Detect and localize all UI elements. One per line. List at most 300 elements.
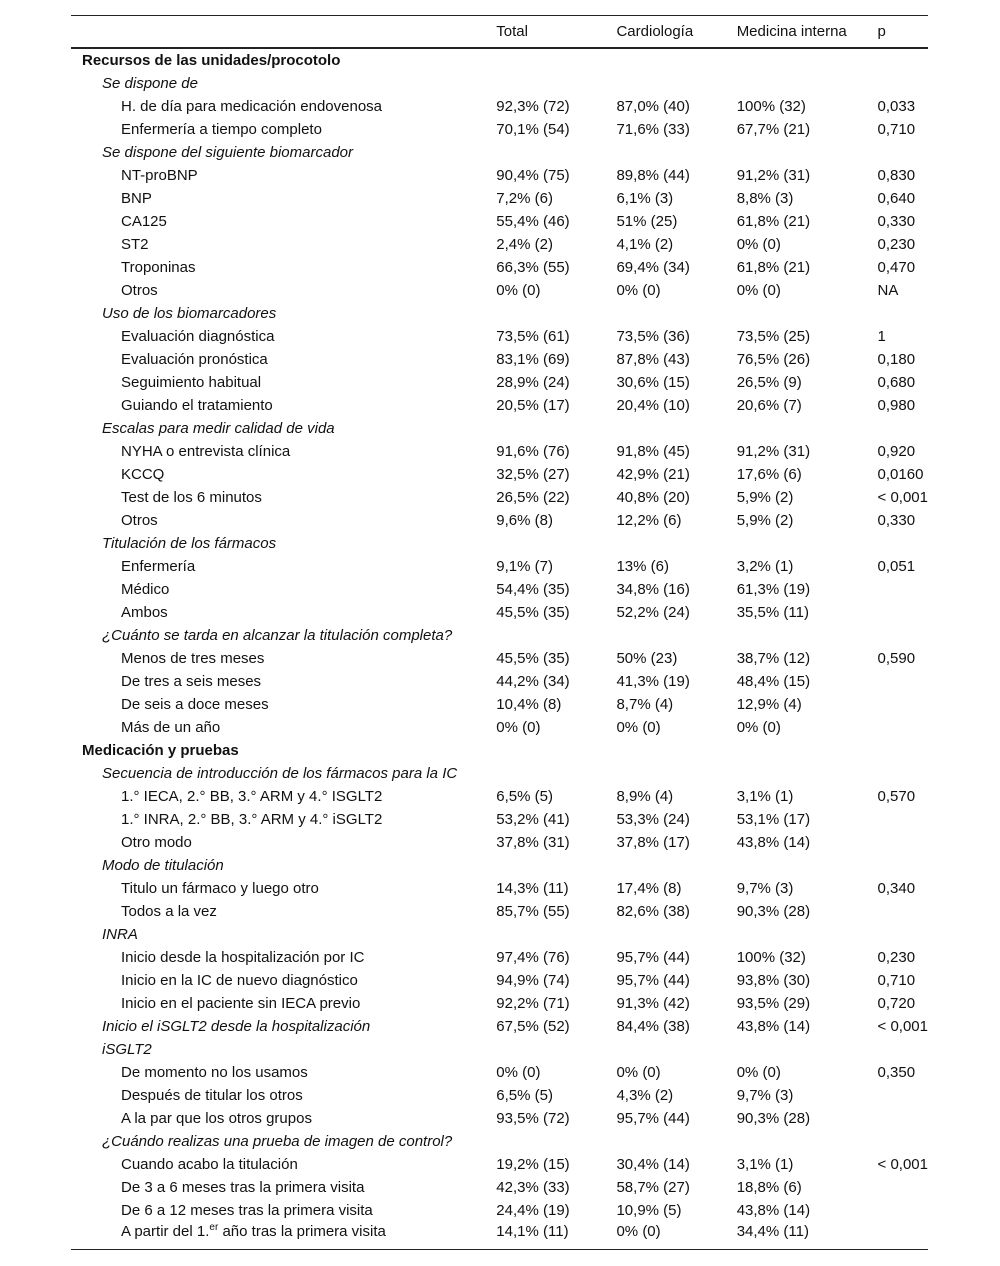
row-label <box>71 831 496 854</box>
cell-medicina-interna: 93,5% (29) <box>736 995 811 1012</box>
cell-medicina-interna: 3,1% (1) <box>736 788 794 805</box>
cell-p: 0,0160 <box>877 466 924 483</box>
subsection-row <box>71 923 928 946</box>
table-row <box>71 279 928 302</box>
cell-total: 24,4% (19) <box>496 1202 570 1219</box>
subsection-row <box>71 624 928 647</box>
cell-p: 1 <box>877 328 886 345</box>
cell-cardiologia: 8,9% (4) <box>616 788 674 805</box>
table-row <box>71 1107 928 1130</box>
cell-p <box>878 1130 928 1153</box>
row-label-text: ¿Cuánto se tarda en alcanzar la titulación completa? <box>102 627 453 644</box>
table-row <box>71 486 928 509</box>
cell-p <box>878 532 928 555</box>
table-row <box>71 256 928 279</box>
row-label <box>71 578 496 601</box>
cell-total <box>496 624 616 647</box>
cell-medicina-interna <box>737 302 878 325</box>
cell-total: 20,5% (17) <box>496 397 570 414</box>
header-medicina-interna: Medicina interna <box>736 23 847 40</box>
row-label <box>71 555 496 578</box>
row-label <box>71 348 496 371</box>
cell-p: 0,720 <box>877 995 916 1012</box>
cell-cardiologia <box>616 624 736 647</box>
cell-medicina-interna: 3,1% (1) <box>736 1156 794 1173</box>
cell-medicina-interna <box>737 762 878 785</box>
cell-cardiologia: 71,6% (33) <box>616 121 690 138</box>
row-label-text: H. de día para medicación endovenosa <box>121 98 383 115</box>
cell-medicina-interna: 61,3% (19) <box>736 581 811 598</box>
row-label <box>71 647 496 670</box>
cell-p <box>878 693 928 716</box>
cell-cardiologia: 0% (0) <box>616 282 661 299</box>
cell-cardiologia: 8,7% (4) <box>616 696 674 713</box>
table-row <box>71 555 928 578</box>
row-label <box>71 95 496 118</box>
cell-total: 73,5% (61) <box>496 328 570 345</box>
cell-cardiologia <box>616 739 736 762</box>
cell-cardiologia <box>616 302 736 325</box>
cell-total <box>496 141 616 164</box>
row-label-text: Guiando el tratamiento <box>121 397 273 414</box>
cell-total: 6,5% (5) <box>496 1087 553 1104</box>
row-label-text: A la par que los otros grupos <box>121 1110 312 1127</box>
row-label <box>71 969 496 992</box>
cell-medicina-interna: 90,3% (28) <box>736 1110 811 1127</box>
row-label-text: Titulación de los fármacos <box>102 535 277 552</box>
table-row <box>71 946 928 969</box>
row-label-text: Se dispone de <box>102 75 198 92</box>
cell-total: 91,6% (76) <box>496 443 570 460</box>
cell-total <box>496 302 616 325</box>
row-label <box>71 509 496 532</box>
row-label <box>71 670 496 693</box>
row-label <box>71 946 496 969</box>
cell-p <box>878 854 928 877</box>
cell-cardiologia <box>616 762 736 785</box>
cell-total: 45,5% (35) <box>496 650 570 667</box>
cell-medicina-interna: 73,5% (25) <box>736 328 811 345</box>
cell-cardiologia: 91,3% (42) <box>616 995 690 1012</box>
cell-total: 37,8% (31) <box>496 834 570 851</box>
cell-total: 14,1% (11) <box>496 1222 616 1250</box>
cell-p: 0,980 <box>877 397 916 414</box>
cell-cardiologia <box>616 417 736 440</box>
row-label-text: CA125 <box>121 213 167 230</box>
cell-medicina-interna: 0% (0) <box>736 236 781 253</box>
row-label-text: NYHA o entrevista clínica <box>121 443 291 460</box>
cell-p <box>878 1107 928 1130</box>
table-row <box>71 325 928 348</box>
cell-p <box>878 900 928 923</box>
cell-cardiologia: 10,9% (5) <box>616 1202 682 1219</box>
row-label <box>71 739 496 762</box>
cell-medicina-interna <box>737 141 878 164</box>
cell-medicina-interna <box>737 739 878 762</box>
cell-cardiologia: 6,1% (3) <box>616 190 674 207</box>
cell-cardiologia: 37,8% (17) <box>616 834 690 851</box>
cell-total: 6,5% (5) <box>496 788 553 805</box>
cell-p: 0,570 <box>877 788 916 805</box>
header-cardiologia: Cardiología <box>616 23 694 40</box>
cell-p: 0,180 <box>877 351 916 368</box>
cell-p <box>878 1176 928 1199</box>
row-label <box>71 72 496 95</box>
header-p: p <box>877 23 886 40</box>
cell-p: 0,330 <box>877 213 916 230</box>
cell-p: 0,330 <box>877 512 916 529</box>
table-header-row <box>71 16 928 49</box>
row-label-text: A partir del 1. <box>121 1223 210 1240</box>
cell-cardiologia: 41,3% (19) <box>616 673 690 690</box>
cell-medicina-interna: 5,9% (2) <box>736 489 794 506</box>
cell-cardiologia <box>616 1038 736 1061</box>
row-label-text: Inicio el iSGLT2 desde la hospitalización <box>102 1018 371 1035</box>
cell-cardiologia: 12,2% (6) <box>616 512 682 529</box>
cell-medicina-interna: 35,5% (11) <box>736 604 809 621</box>
table-row <box>71 785 928 808</box>
cell-total: 28,9% (24) <box>496 374 570 391</box>
cell-total: 0% (0) <box>496 282 541 299</box>
cell-total: 66,3% (55) <box>496 259 570 276</box>
cell-total: 7,2% (6) <box>496 190 553 207</box>
row-label-text: De 6 a 12 meses tras la primera visita <box>121 1202 373 1219</box>
row-label <box>71 463 496 486</box>
subsection-row <box>71 1130 928 1153</box>
row-label <box>71 900 496 923</box>
row-label <box>71 1222 496 1250</box>
row-label-text: Se dispone del siguiente biomarcador <box>102 144 353 161</box>
section-row <box>71 48 928 72</box>
row-label-text: Medicación y pruebas <box>82 742 239 759</box>
row-label-text: Después de titular los otros <box>121 1087 303 1104</box>
cell-medicina-interna <box>737 48 878 72</box>
cell-total <box>496 923 616 946</box>
results-table <box>71 15 928 1250</box>
cell-cardiologia: 50% (23) <box>616 650 678 667</box>
row-label-text: Evaluación pronóstica <box>121 351 268 368</box>
table-row <box>71 187 928 210</box>
row-label-text: Más de un año <box>121 719 221 736</box>
table-row <box>71 900 928 923</box>
cell-medicina-interna <box>737 72 878 95</box>
cell-medicina-interna: 90,3% (28) <box>736 903 811 920</box>
cell-cardiologia <box>616 48 736 72</box>
cell-total: 9,6% (8) <box>496 512 553 529</box>
cell-cardiologia: 87,8% (43) <box>616 351 690 368</box>
table-row <box>71 578 928 601</box>
table-row <box>71 1084 928 1107</box>
row-label-text: Otro modo <box>121 834 192 851</box>
cell-total: 92,3% (72) <box>496 98 570 115</box>
row-label-text: Inicio en el paciente sin IECA previo <box>121 995 361 1012</box>
row-label <box>71 716 496 739</box>
cell-medicina-interna: 17,6% (6) <box>736 466 802 483</box>
subsection-row <box>71 762 928 785</box>
cell-cardiologia: 0% (0) <box>616 719 661 736</box>
row-label <box>71 1153 496 1176</box>
row-label <box>71 48 496 72</box>
cell-medicina-interna: 61,8% (21) <box>736 213 811 230</box>
row-label <box>71 877 496 900</box>
table-row <box>71 509 928 532</box>
table-row <box>71 716 928 739</box>
cell-p: 0,340 <box>877 880 916 897</box>
row-label <box>71 371 496 394</box>
table-row <box>71 647 928 670</box>
cell-p: 0,710 <box>877 972 916 989</box>
cell-p <box>878 1084 928 1107</box>
cell-medicina-interna <box>737 923 878 946</box>
cell-cardiologia: 20,4% (10) <box>616 397 690 414</box>
row-label <box>71 624 496 647</box>
cell-total: 44,2% (34) <box>496 673 570 690</box>
cell-total <box>496 72 616 95</box>
table-row <box>71 440 928 463</box>
subsection-row <box>71 417 928 440</box>
cell-medicina-interna: 43,8% (14) <box>736 1202 811 1219</box>
cell-medicina-interna <box>737 532 878 555</box>
row-label <box>71 532 496 555</box>
cell-medicina-interna: 100% (32) <box>736 949 806 966</box>
cell-total: 42,3% (33) <box>496 1179 570 1196</box>
cell-p <box>878 1199 928 1222</box>
subsection-row <box>71 854 928 877</box>
cell-medicina-interna: 91,2% (31) <box>736 443 811 460</box>
subsection-row <box>71 1038 928 1061</box>
cell-p: 0,640 <box>877 190 916 207</box>
table-row <box>71 1153 928 1176</box>
row-label-text: Test de los 6 minutos <box>121 489 262 506</box>
table-row <box>71 1176 928 1199</box>
row-label-text: Titulo un fármaco y luego otro <box>121 880 319 897</box>
cell-p: NA <box>877 282 899 299</box>
cell-cardiologia: 4,3% (2) <box>616 1087 674 1104</box>
cell-medicina-interna: 12,9% (4) <box>736 696 802 713</box>
cell-medicina-interna: 48,4% (15) <box>736 673 811 690</box>
row-label-text-post: año tras la primera visita <box>218 1223 386 1240</box>
cell-p: 0,470 <box>877 259 916 276</box>
cell-medicina-interna: 9,7% (3) <box>736 880 794 897</box>
cell-total <box>496 532 616 555</box>
row-label <box>71 302 496 325</box>
cell-p <box>878 670 928 693</box>
cell-cardiologia: 53,3% (24) <box>616 811 690 828</box>
table-row <box>71 348 928 371</box>
cell-p <box>878 762 928 785</box>
row-label <box>71 762 496 785</box>
table-row <box>71 969 928 992</box>
cell-total: 67,5% (52) <box>496 1018 570 1035</box>
cell-cardiologia <box>616 854 736 877</box>
cell-p: 0,710 <box>877 121 916 138</box>
cell-p <box>878 923 928 946</box>
row-label-text: Recursos de las unidades/procotolo <box>82 52 341 69</box>
cell-medicina-interna <box>737 1130 878 1153</box>
cell-total: 93,5% (72) <box>496 1110 570 1127</box>
row-label <box>71 1061 496 1084</box>
row-label <box>71 210 496 233</box>
cell-p <box>878 1222 928 1250</box>
cell-p <box>878 808 928 831</box>
cell-medicina-interna: 0% (0) <box>736 1064 781 1081</box>
row-label-text: Inicio desde la hospitalización por IC <box>121 949 365 966</box>
row-label-text: 1.° INRA, 2.° BB, 3.° ARM y 4.° iSGLT2 <box>121 811 383 828</box>
cell-p <box>878 831 928 854</box>
cell-total: 54,4% (35) <box>496 581 570 598</box>
row-label <box>71 417 496 440</box>
cell-cardiologia: 13% (6) <box>616 558 669 575</box>
cell-total: 97,4% (76) <box>496 949 570 966</box>
cell-p: 0,350 <box>877 1064 916 1081</box>
cell-medicina-interna <box>737 624 878 647</box>
row-label-text: De 3 a 6 meses tras la primera visita <box>121 1179 365 1196</box>
row-label <box>71 1130 496 1153</box>
table-row <box>71 1199 928 1222</box>
row-label <box>71 808 496 831</box>
cell-cardiologia: 51% (25) <box>616 213 678 230</box>
cell-p: 0,230 <box>877 236 916 253</box>
table-row <box>71 394 928 417</box>
cell-p <box>878 578 928 601</box>
cell-medicina-interna: 76,5% (26) <box>736 351 811 368</box>
row-label-text: INRA <box>102 926 138 943</box>
subsection-row <box>71 72 928 95</box>
cell-medicina-interna: 18,8% (6) <box>736 1179 802 1196</box>
cell-medicina-interna: 34,4% (11) <box>737 1222 878 1250</box>
cell-p <box>878 1038 928 1061</box>
table-row <box>71 831 928 854</box>
cell-medicina-interna: 0% (0) <box>736 719 781 736</box>
row-label <box>71 440 496 463</box>
cell-cardiologia: 4,1% (2) <box>616 236 674 253</box>
cell-total <box>496 854 616 877</box>
row-label-superscript: er <box>209 1222 219 1233</box>
table-row <box>71 992 928 1015</box>
row-label <box>71 233 496 256</box>
table-body <box>71 48 928 1250</box>
cell-total: 83,1% (69) <box>496 351 570 368</box>
cell-medicina-interna: 9,7% (3) <box>736 1087 794 1104</box>
cell-p: < 0,001 <box>877 1018 928 1035</box>
cell-medicina-interna: 91,2% (31) <box>736 167 811 184</box>
cell-cardiologia: 30,4% (14) <box>616 1156 690 1173</box>
table-row <box>71 601 928 624</box>
row-label-text: BNP <box>121 190 152 207</box>
row-label <box>71 118 496 141</box>
cell-total: 10,4% (8) <box>496 696 562 713</box>
row-label-text: Cuando acabo la titulación <box>121 1156 298 1173</box>
cell-total: 19,2% (15) <box>496 1156 570 1173</box>
row-label-text: ST2 <box>121 236 149 253</box>
cell-total: 55,4% (46) <box>496 213 570 230</box>
row-label <box>71 486 496 509</box>
cell-total: 94,9% (74) <box>496 972 570 989</box>
row-label <box>71 1015 496 1038</box>
table-row <box>71 670 928 693</box>
header-label <box>71 16 496 49</box>
cell-cardiologia: 87,0% (40) <box>616 98 690 115</box>
row-label <box>71 1199 496 1222</box>
cell-total: 9,1% (7) <box>496 558 553 575</box>
cell-total: 32,5% (27) <box>496 466 570 483</box>
row-label <box>71 1084 496 1107</box>
cell-p: 0,230 <box>877 949 916 966</box>
cell-cardiologia: 91,8% (45) <box>616 443 690 460</box>
row-label <box>71 325 496 348</box>
subsection-row <box>71 1015 928 1038</box>
cell-p <box>878 141 928 164</box>
row-label-text: Inicio en la IC de nuevo diagnóstico <box>121 972 358 989</box>
cell-p <box>878 601 928 624</box>
row-label <box>71 601 496 624</box>
cell-p: 0,680 <box>877 374 916 391</box>
cell-total <box>496 1038 616 1061</box>
row-label <box>71 141 496 164</box>
cell-medicina-interna: 20,6% (7) <box>736 397 802 414</box>
row-label-text: KCCQ <box>121 466 165 483</box>
table-row <box>71 95 928 118</box>
cell-p: 0,920 <box>877 443 916 460</box>
cell-cardiologia <box>616 923 736 946</box>
row-label-text: Secuencia de introducción de los fármacos para la IC <box>102 765 458 782</box>
table-row <box>71 877 928 900</box>
cell-cardiologia: 0% (0) <box>616 1222 736 1250</box>
cell-total: 70,1% (54) <box>496 121 570 138</box>
cell-cardiologia <box>616 1130 736 1153</box>
cell-medicina-interna <box>737 1038 878 1061</box>
row-label-text: De tres a seis meses <box>121 673 262 690</box>
row-label <box>71 785 496 808</box>
cell-p <box>878 739 928 762</box>
cell-medicina-interna: 100% (32) <box>736 98 806 115</box>
cell-p: < 0,001 <box>877 489 928 506</box>
row-label-text: Ambos <box>121 604 168 621</box>
row-label <box>71 164 496 187</box>
row-label <box>71 256 496 279</box>
cell-total <box>496 417 616 440</box>
row-label <box>71 394 496 417</box>
row-label <box>71 187 496 210</box>
table-row <box>71 210 928 233</box>
row-label-text: De seis a doce meses <box>121 696 269 713</box>
row-label-text: iSGLT2 <box>102 1041 152 1058</box>
cell-p <box>878 48 928 72</box>
cell-p <box>878 417 928 440</box>
cell-cardiologia: 73,5% (36) <box>616 328 690 345</box>
table-row <box>71 371 928 394</box>
row-label <box>71 1107 496 1130</box>
cell-cardiologia <box>616 72 736 95</box>
table-row <box>71 1061 928 1084</box>
cell-total: 0% (0) <box>496 719 541 736</box>
cell-medicina-interna: 53,1% (17) <box>736 811 811 828</box>
row-label <box>71 693 496 716</box>
row-label-text: ¿Cuándo realizas una prueba de imagen de control? <box>102 1133 453 1150</box>
cell-total <box>496 762 616 785</box>
row-label <box>71 1176 496 1199</box>
cell-total: 85,7% (55) <box>496 903 570 920</box>
cell-total: 53,2% (41) <box>496 811 570 828</box>
row-label <box>71 1038 496 1061</box>
table-row <box>71 463 928 486</box>
cell-cardiologia: 40,8% (20) <box>616 489 690 506</box>
row-label <box>71 923 496 946</box>
cell-total <box>496 48 616 72</box>
cell-p: 0,830 <box>877 167 916 184</box>
row-label-text: Evaluación diagnóstica <box>121 328 275 345</box>
cell-medicina-interna: 43,8% (14) <box>736 1018 811 1035</box>
